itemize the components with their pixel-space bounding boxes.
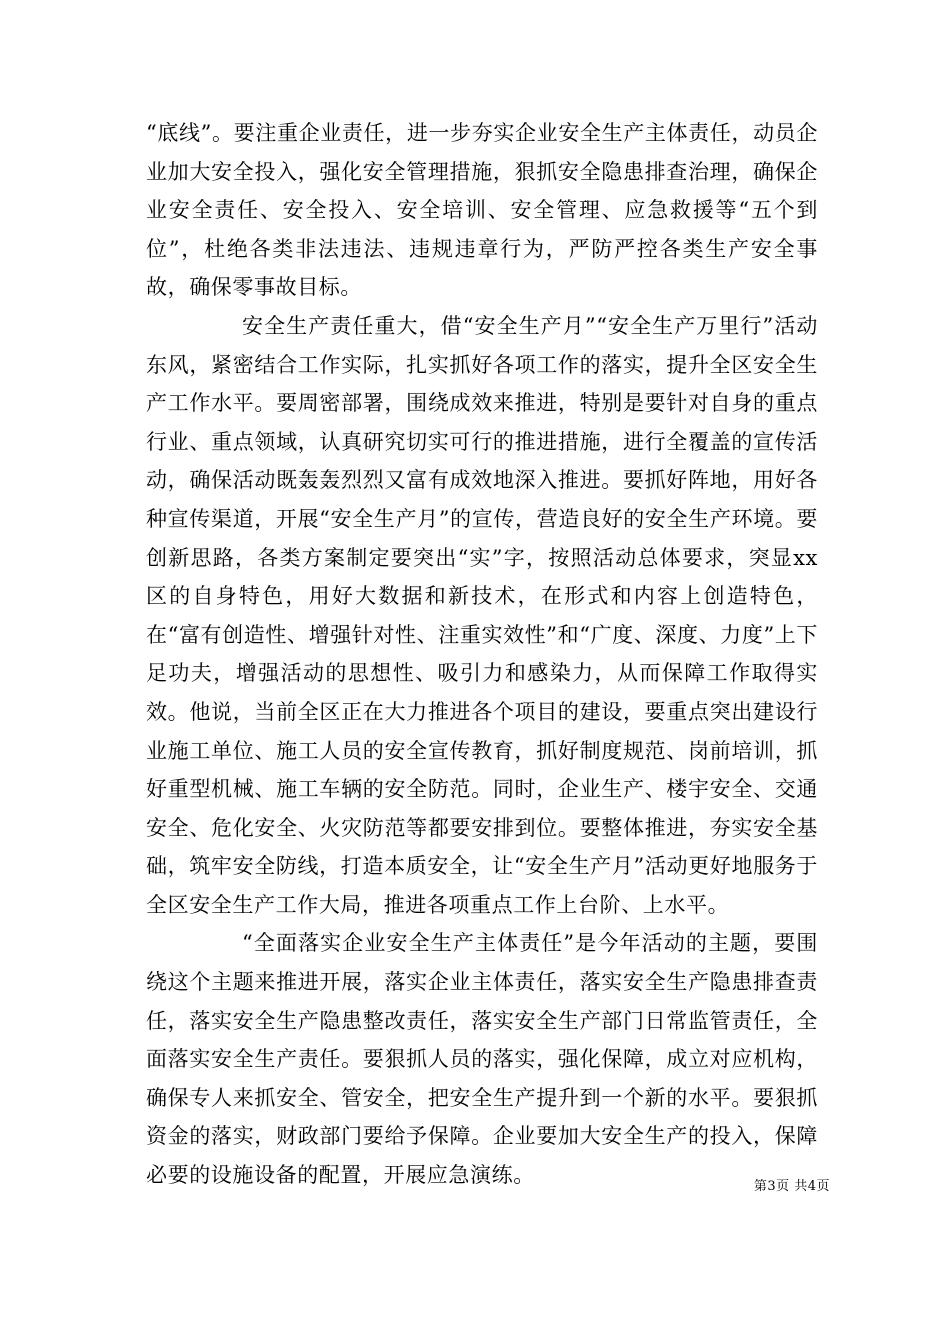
- paragraph-1: “底线”。要注重企业责任，进一步夯实企业安全生产主体责任，动员企业加大安全投入，强化安全管理措施，狠抓安全隐患排查治理，确保企业安全责任、安全投入、安全培训、安全管理、应急救援等“五个到位”，杜绝各类非法违法、违规违章行为，严防严控各类生产安全事故，确保零事故目标。: [146, 121, 818, 300]
- paragraph-2: 安全生产责任重大，借“安全生产月”“安全生产万里行”活动东风，紧密结合工作实际，扎实抓好各项工作的落实，提升全区安全生产工作水平。要周密部署，围绕成效来推进，特别是要针对自身的重点行业、重点领域，认真研究切实可行的推进措施，进行全覆盖的宣传活动，确保活动既轰轰烈烈又富有成效地深入推进。要抓好阵地，用好各种宣传渠道，开展“安全生产月”的宣传，营造良好的安全生产环境。要创新思路，各类方案制定要突出“实”字，按照活动总体要求，突显xx区的自身特色，用好大数据和新技术，在形式和内容上创造特色，在“富有创造性、增强针对性、注重实效性”和“广度、深度、力度”上下足功夫，增强活动的思想性、吸引力和感染力，从而保障工作取得实效。他说，当前全区正在大力推进各个项目的建设，要重点突出建设行业施工单位、施工人员的安全宣传教育，抓好制度规范、岗前培训，抓好重型机械、施工车辆的安全防范。同时，企业生产、楼宇安全、交通安全、危化安全、火灾防范等都要安排到位。要整体推进，夯实安全基础，筑牢安全防线，打造本质安全，让“安全生产月”活动更好地服务于全区安全生产工作大局，推进各项重点工作上台阶、上水平。: [146, 313, 818, 917]
- page-number: 第3页 共4页: [753, 1179, 830, 1194]
- document-body: [146, 114, 818, 1195]
- paragraph-3: “全面落实企业安全生产主体责任”是今年活动的主题，要围绕这个主题来推进开展，落实企业主体责任，落实安全生产隐患排查责任，落实安全生产隐患整改责任，落实安全生产部门日常监管责任，全面落实安全生产责任。要狠抓人员的落实，强化保障，成立对应机构，确保专人来抓安全、管安全，把安全生产提升到一个新的水平。要狠抓资金的落实，财政部门要给予保障。企业要加大安全生产的投入，保障必要的设施设备的配置，开展应急演练。: [146, 931, 818, 1188]
